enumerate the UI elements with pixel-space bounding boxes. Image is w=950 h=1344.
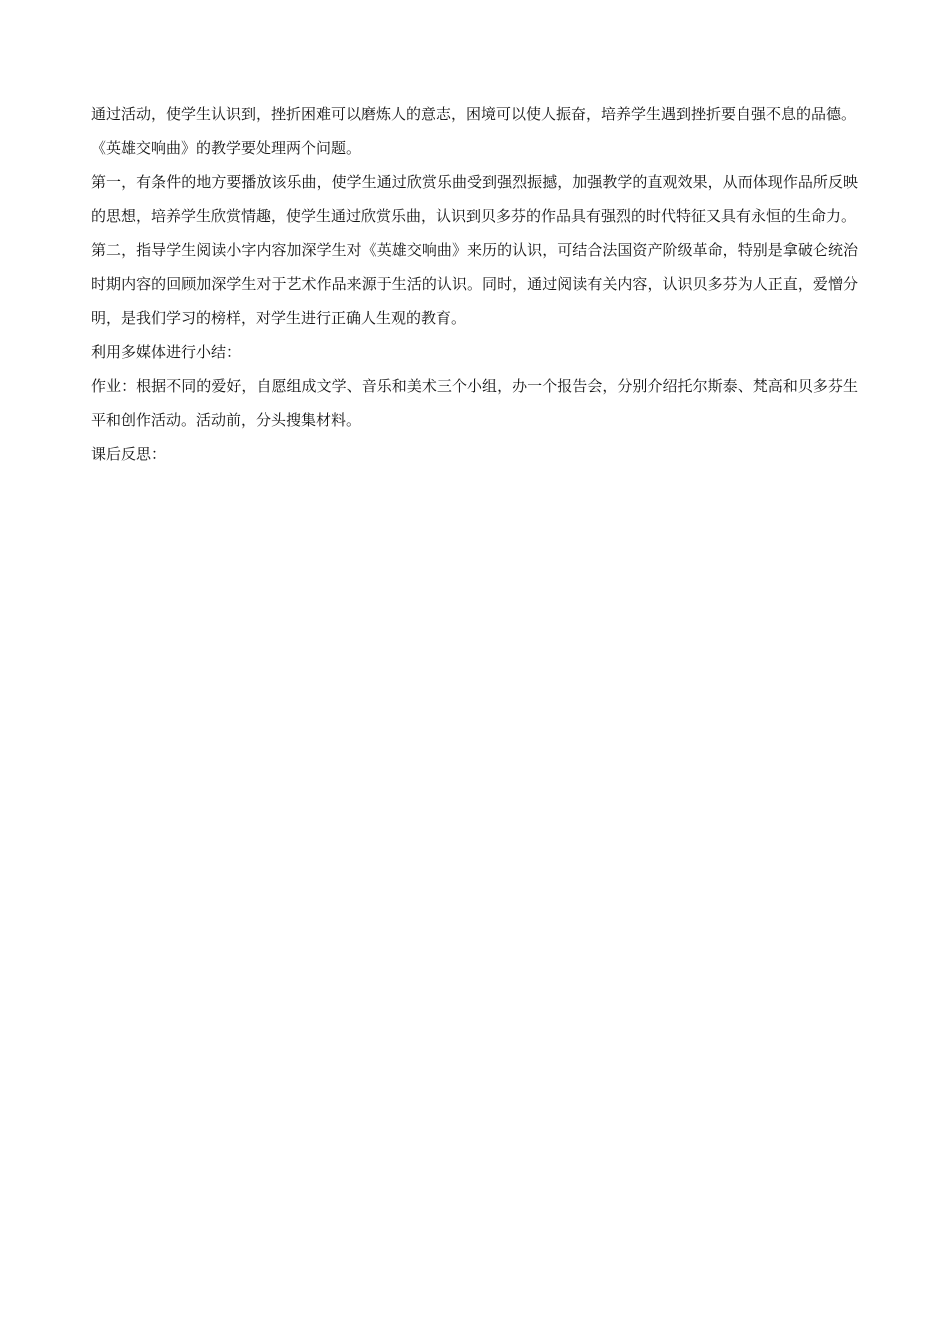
paragraph-activity-goal: 通过活动，使学生认识到，挫折困难可以磨炼人的意志，困境可以使人振奋，培养学生遇到挫折要自强不息的品德。: [91, 105, 857, 123]
paragraph-symphony-intro: 《英雄交响曲》的教学要处理两个问题。: [91, 139, 362, 157]
paragraph-point-two: 第二，指导学生阅读小字内容加深学生对《英雄交响曲》来历的认识，可结合法国资产阶级革命，特别是拿破仑统治时期内容的回顾加深学生对于艺术作品来源于生活的认识。同时，通过阅读有关内容，认识贝多芬为人正直，爱憎分明，是我们学习的榜样，对学生进行正确人生观的教育。: [91, 241, 858, 327]
paragraph-point-one: 第一，有条件的地方要播放该乐曲，使学生通过欣赏乐曲受到强烈振撼，加强教学的直观效果，从而体现作品所反映的思想，培养学生欣赏情趣，使学生通过欣赏乐曲，认识到贝多芬的作品具有强烈的时代特征又具有永恒的生命力。: [91, 173, 858, 225]
paragraph-homework: 作业：根据不同的爱好，自愿组成文学、音乐和美术三个小组，办一个报告会，分别介绍托尔斯泰、梵高和贝多芬生平和创作活动。活动前，分头搜集材料。: [91, 377, 858, 429]
paragraph-multimedia-summary: 利用多媒体进行小结：: [91, 343, 242, 361]
paragraph-reflection: 课后反思：: [91, 445, 167, 463]
document-body: [91, 97, 858, 471]
